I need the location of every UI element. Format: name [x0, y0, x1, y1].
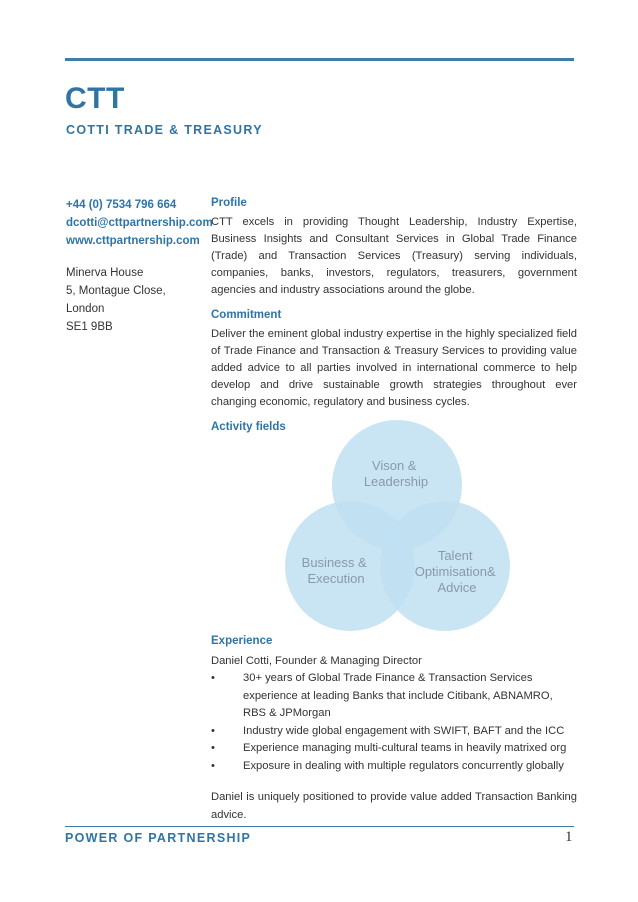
phone-number[interactable]: +44 (0) 7534 796 664	[66, 199, 177, 211]
experience-heading: Experience	[211, 635, 273, 647]
list-item	[211, 740, 577, 758]
bullet-text: 30+ years of Global Trade Finance & Transaction Services experience at leading Banks that include Citibank, ABNAMRO, RBS & JPMorgan	[243, 672, 553, 719]
bullet-text: Industry wide global engagement with SWIFT, BAFT and the ICC	[243, 724, 565, 737]
contact-column	[66, 196, 213, 336]
bullet-icon: •	[211, 759, 215, 772]
list-item	[211, 670, 577, 723]
page-number: 1	[565, 829, 573, 845]
bullet-icon: •	[211, 672, 215, 684]
main-content	[211, 195, 577, 438]
experience-person: Daniel Cotti, Founder & Managing Director	[211, 654, 422, 667]
address-line: SE1 9BB	[66, 321, 113, 333]
address-line: Minerva House	[66, 267, 144, 279]
bullet-text: Experience managing multi-cultural teams in heavily matrixed org	[243, 742, 567, 754]
bullet-text: Exposure in dealing with multiple regulators concurrently globally	[243, 759, 564, 772]
website-link[interactable]: www.cttpartnership.com	[66, 235, 200, 247]
venn-label-left: Business & Execution	[301, 555, 367, 586]
closing-text: Daniel is uniquely positioned to provide value added Transaction Banking advice.	[211, 791, 577, 821]
experience-section	[211, 633, 577, 824]
list-item	[211, 723, 577, 741]
bullet-icon: •	[211, 724, 215, 737]
list-item	[211, 758, 577, 776]
address-line: 5, Montague Close,	[66, 285, 166, 297]
brand-title: CTT	[65, 82, 125, 115]
profile-text: CTT excels in providing Thought Leadership, Industry Expertise, Business Insights and Consultant Services in Global Trade Finance (Trade) and Transaction Services (Treasury) serving individuals, companies, banks, investors, regulators, treasurers, government agencies and industry associations around the globe.	[211, 216, 577, 296]
activity-venn-diagram	[280, 420, 520, 632]
commitment-text: Deliver the eminent global industry expertise in the highly specialized field of Trade Finance and Transaction & Treasury Services to providing value added advice to all parties involved in international commerce to help develop and drive sustainable growth strategies throughout ever changing economic, regulatory and business cycles.	[211, 328, 577, 408]
brand-tagline: COTTI TRADE & TREASURY	[66, 123, 263, 137]
experience-bullets	[211, 670, 577, 775]
bottom-rule	[65, 826, 574, 827]
activity-heading: Activity fields	[211, 421, 286, 433]
email-link[interactable]: dcotti@cttpartnership.com	[66, 217, 213, 229]
bullet-icon: •	[211, 742, 215, 754]
top-rule	[65, 58, 574, 61]
venn-svg	[280, 420, 520, 632]
venn-label-top: Vison & Leadership	[363, 458, 429, 489]
footer-title: POWER OF PARTNERSHIP	[65, 831, 252, 845]
profile-heading: Profile	[211, 197, 247, 209]
address-line: London	[66, 303, 105, 315]
commitment-heading: Commitment	[211, 309, 282, 321]
venn-label-right: Talent Optimisation& Advice	[414, 548, 496, 595]
